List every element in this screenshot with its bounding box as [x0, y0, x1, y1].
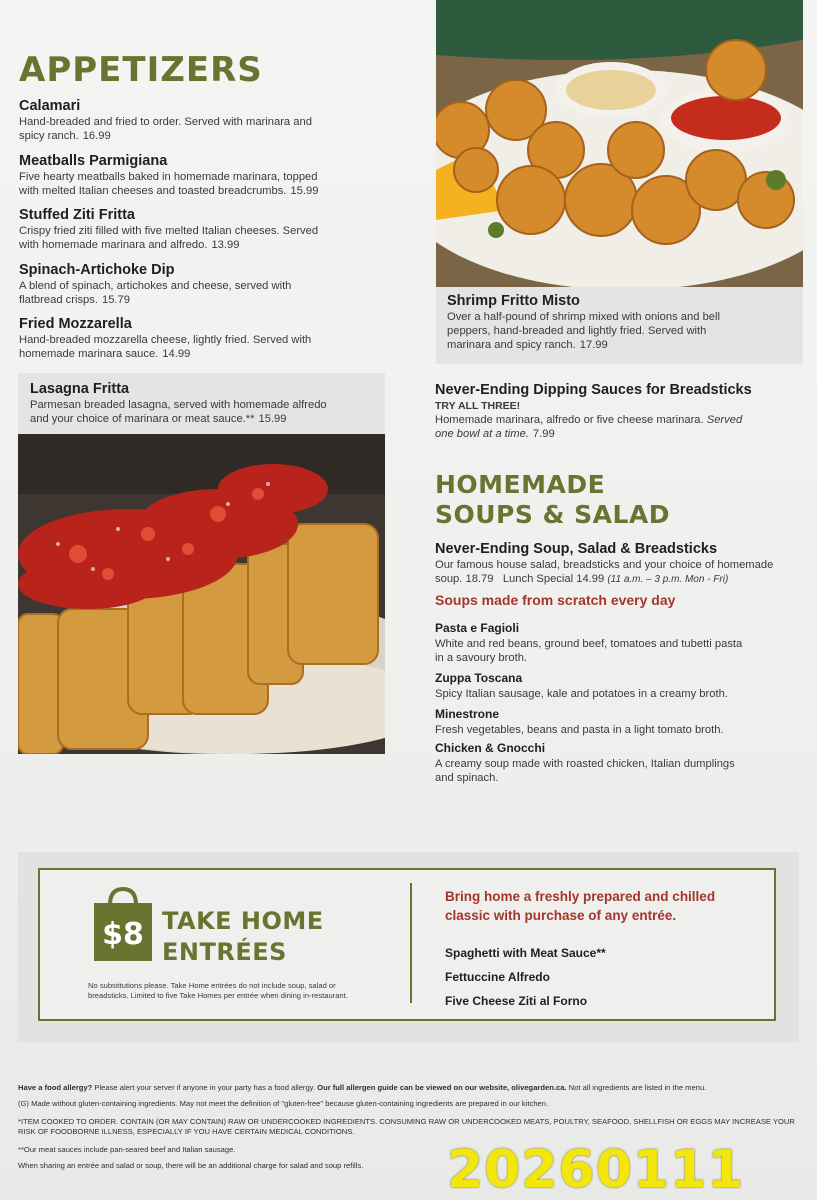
menu-item-lasagna-fritta: [30, 381, 380, 426]
meat-sauce-note: **Our meat sauces include pan-seared beef and Italian sausage.: [18, 1145, 236, 1154]
item-name: Zuppa Toscana: [435, 671, 523, 685]
takehome-title-line2: ENTRÉES: [162, 938, 287, 966]
takehome-options: [445, 941, 606, 1013]
raw-food-warning: RISK OF FOODBORNE ILLNESS, ESPECIALLY IF YOU HAVE CERTAIN MEDICAL CONDITIONS.: [18, 1127, 355, 1136]
item-desc: White and red beans, ground beef, tomatoes and tubetti pasta: [435, 638, 743, 650]
item-name: Chicken & Gnocchi: [435, 741, 546, 755]
item-name: Lasagna Fritta: [30, 381, 130, 397]
item-desc: marinara and spicy ranch.: [447, 339, 576, 351]
takehome-promo-line: Bring home a freshly prepared and chilled: [445, 889, 716, 904]
item-price: 18.79: [465, 573, 494, 585]
menu-item-fried-mozzarella: [19, 316, 419, 361]
item-desc: with homemade marinara and alfredo.: [19, 239, 208, 251]
item-desc: A creamy soup made with roasted chicken, Italian dumplings: [435, 758, 735, 770]
item-desc: Hand-breaded mozzarella cheese, lightly fried. Served with: [19, 334, 312, 346]
allergy-notice-end: Not all ingredients are listed in the menu.: [568, 1083, 707, 1092]
lunch-hours: (11 a.m. – 3 p.m. Mon - Fri): [607, 574, 729, 585]
allergy-notice-bold: Have a food allergy?: [18, 1083, 93, 1092]
item-price: 14.99: [162, 348, 191, 360]
raw-food-warning: *ITEM COOKED TO ORDER. CONTAIN (OR MAY CONTAIN) RAW OR UNDERCOOKED INGREDIENTS. CONSUMING RAW OR UNDERCOOKED MEATS, POULTRY, SEAFOOD, SHELLFISH OR EGGS MAY INCREASE YOUR: [18, 1117, 795, 1126]
takehome-note-line: No substitutions please. Take Home entrées do not include soup, salad or: [88, 981, 336, 990]
item-desc: Parmesan breaded lasagna, served with homemade alfredo: [30, 399, 327, 411]
menu-item-shrimp-fritto-misto: [447, 293, 797, 352]
takehome-title-line1: TAKE HOME: [162, 907, 324, 935]
item-price: 15.99: [258, 413, 287, 425]
takehome-divider: [410, 883, 412, 1003]
item-price: 15.99: [290, 185, 319, 197]
item-price: 16.99: [82, 130, 111, 142]
item-desc-italic: one bowl at a time.: [435, 428, 529, 440]
item-desc: Over a half-pound of shrimp mixed with onions and bell: [447, 311, 720, 323]
item-name: Spinach-Artichoke Dip: [19, 262, 175, 278]
takehome-note-line: breadsticks. Limited to five Take Homes per entrée when dining in-restaurant.: [88, 991, 348, 1000]
item-desc: in a savoury broth.: [435, 652, 528, 664]
item-name: Pasta e Fagioli: [435, 621, 520, 635]
allergy-notice: [18, 1083, 706, 1093]
takehome-note: [88, 981, 398, 1001]
item-desc-italic: Served: [706, 414, 743, 426]
item-name: Meatballs Parmigiana: [19, 153, 168, 169]
menu-item-dipping-sauces: [435, 382, 805, 441]
takehome-option: Fettuccine Alfredo: [445, 970, 550, 984]
allergy-notice-text: Please alert your server if anyone in your party has a food allergy.: [94, 1083, 316, 1092]
item-name: Never-Ending Dipping Sauces for Breadsticks: [435, 382, 752, 398]
item-desc: A blend of spinach, artichokes and cheese, served with: [19, 280, 292, 292]
item-price: 7.99: [532, 428, 555, 440]
takehome-option: Spaghetti with Meat Sauce**: [445, 946, 606, 960]
item-desc: Fresh vegetables, beans and pasta in a light tomato broth.: [435, 724, 724, 736]
takehome-promo: [445, 887, 715, 925]
menu-item-never-ending-soup: [435, 541, 810, 587]
menu-item-calamari: [19, 98, 419, 143]
date-stamp: 20260111: [447, 1140, 745, 1200]
sharing-note: When sharing an entrée and salad or soup, there will be an additional charge for salad and soup refills.: [18, 1161, 364, 1170]
takehome-promo-line: classic with purchase of any entrée.: [445, 908, 677, 923]
lunch-special-label: Lunch Special: [502, 573, 574, 585]
soups-heading-line1: HOMEMADE: [435, 470, 606, 499]
menu-item-spinach-dip: [19, 262, 419, 307]
item-name: Never-Ending Soup, Salad & Breadsticks: [435, 541, 718, 557]
lunch-special-price: 14.99: [576, 573, 605, 585]
lasagna-fritta-photo: [18, 434, 385, 754]
item-desc: Homemade marinara, alfredo or five cheese marinara.: [435, 414, 704, 426]
takehome-price-badge: $8: [102, 917, 144, 952]
shrimp-fritto-misto-photo: [436, 0, 803, 287]
shopping-bag-icon: [92, 887, 154, 963]
item-desc: Spicy Italian sausage, kale and potatoes in a creamy broth.: [435, 688, 728, 700]
item-desc: peppers, hand-breaded and lightly fried. Served with: [447, 325, 707, 337]
soup-item-zuppa-toscana: [435, 670, 805, 701]
item-desc: Crispy fried ziti filled with five melted Italian cheeses. Served: [19, 225, 319, 237]
menu-item-ziti-fritta: [19, 207, 419, 252]
soup-item-chicken-gnocchi: [435, 740, 805, 785]
item-desc: homemade marinara sauce.: [19, 348, 159, 360]
gluten-notice: (G) Made without gluten-containing ingredients. May not meet the definition of "gluten-free" because gluten-containing ingredients are prepared in our kitchen.: [18, 1099, 549, 1108]
item-desc: Our famous house salad, breadsticks and your choice of homemade: [435, 559, 774, 571]
soups-scratch-note: Soups made from scratch every day: [435, 592, 676, 608]
try-all-three-tag: TRY ALL THREE!: [435, 400, 521, 412]
item-desc: flatbread crisps.: [19, 294, 98, 306]
item-desc: spicy ranch.: [19, 130, 79, 142]
item-desc: soup.: [435, 573, 463, 585]
item-name: Stuffed Ziti Fritta: [19, 207, 135, 223]
item-desc: and spinach.: [435, 772, 499, 784]
item-name: Shrimp Fritto Misto: [447, 293, 580, 309]
item-name: Fried Mozzarella: [19, 316, 132, 332]
item-price: 15.79: [101, 294, 130, 306]
item-name: Calamari: [19, 98, 81, 114]
item-desc: and your choice of marinara or meat sauce.**: [30, 413, 255, 425]
soups-heading-line2: SOUPS & SALAD: [435, 500, 670, 529]
item-desc: Hand-breaded and fried to order. Served with marinara and: [19, 116, 312, 128]
allergy-guide-link: Our full allergen guide can be viewed on our website, olivegarden.ca.: [317, 1083, 567, 1092]
item-name: Minestrone: [435, 707, 500, 721]
item-desc: Five hearty meatballs baked in homemade marinara, topped: [19, 171, 318, 183]
soup-item-minestrone: [435, 706, 805, 737]
soup-item-pasta-fagioli: [435, 620, 805, 665]
menu-item-meatballs: [19, 153, 419, 198]
takehome-option: Five Cheese Ziti al Forno: [445, 994, 588, 1008]
item-desc: with melted Italian cheeses and toasted breadcrumbs.: [19, 185, 287, 197]
appetizers-heading: APPETIZERS: [19, 50, 263, 90]
item-price: 13.99: [211, 239, 240, 251]
item-price: 17.99: [579, 339, 608, 351]
